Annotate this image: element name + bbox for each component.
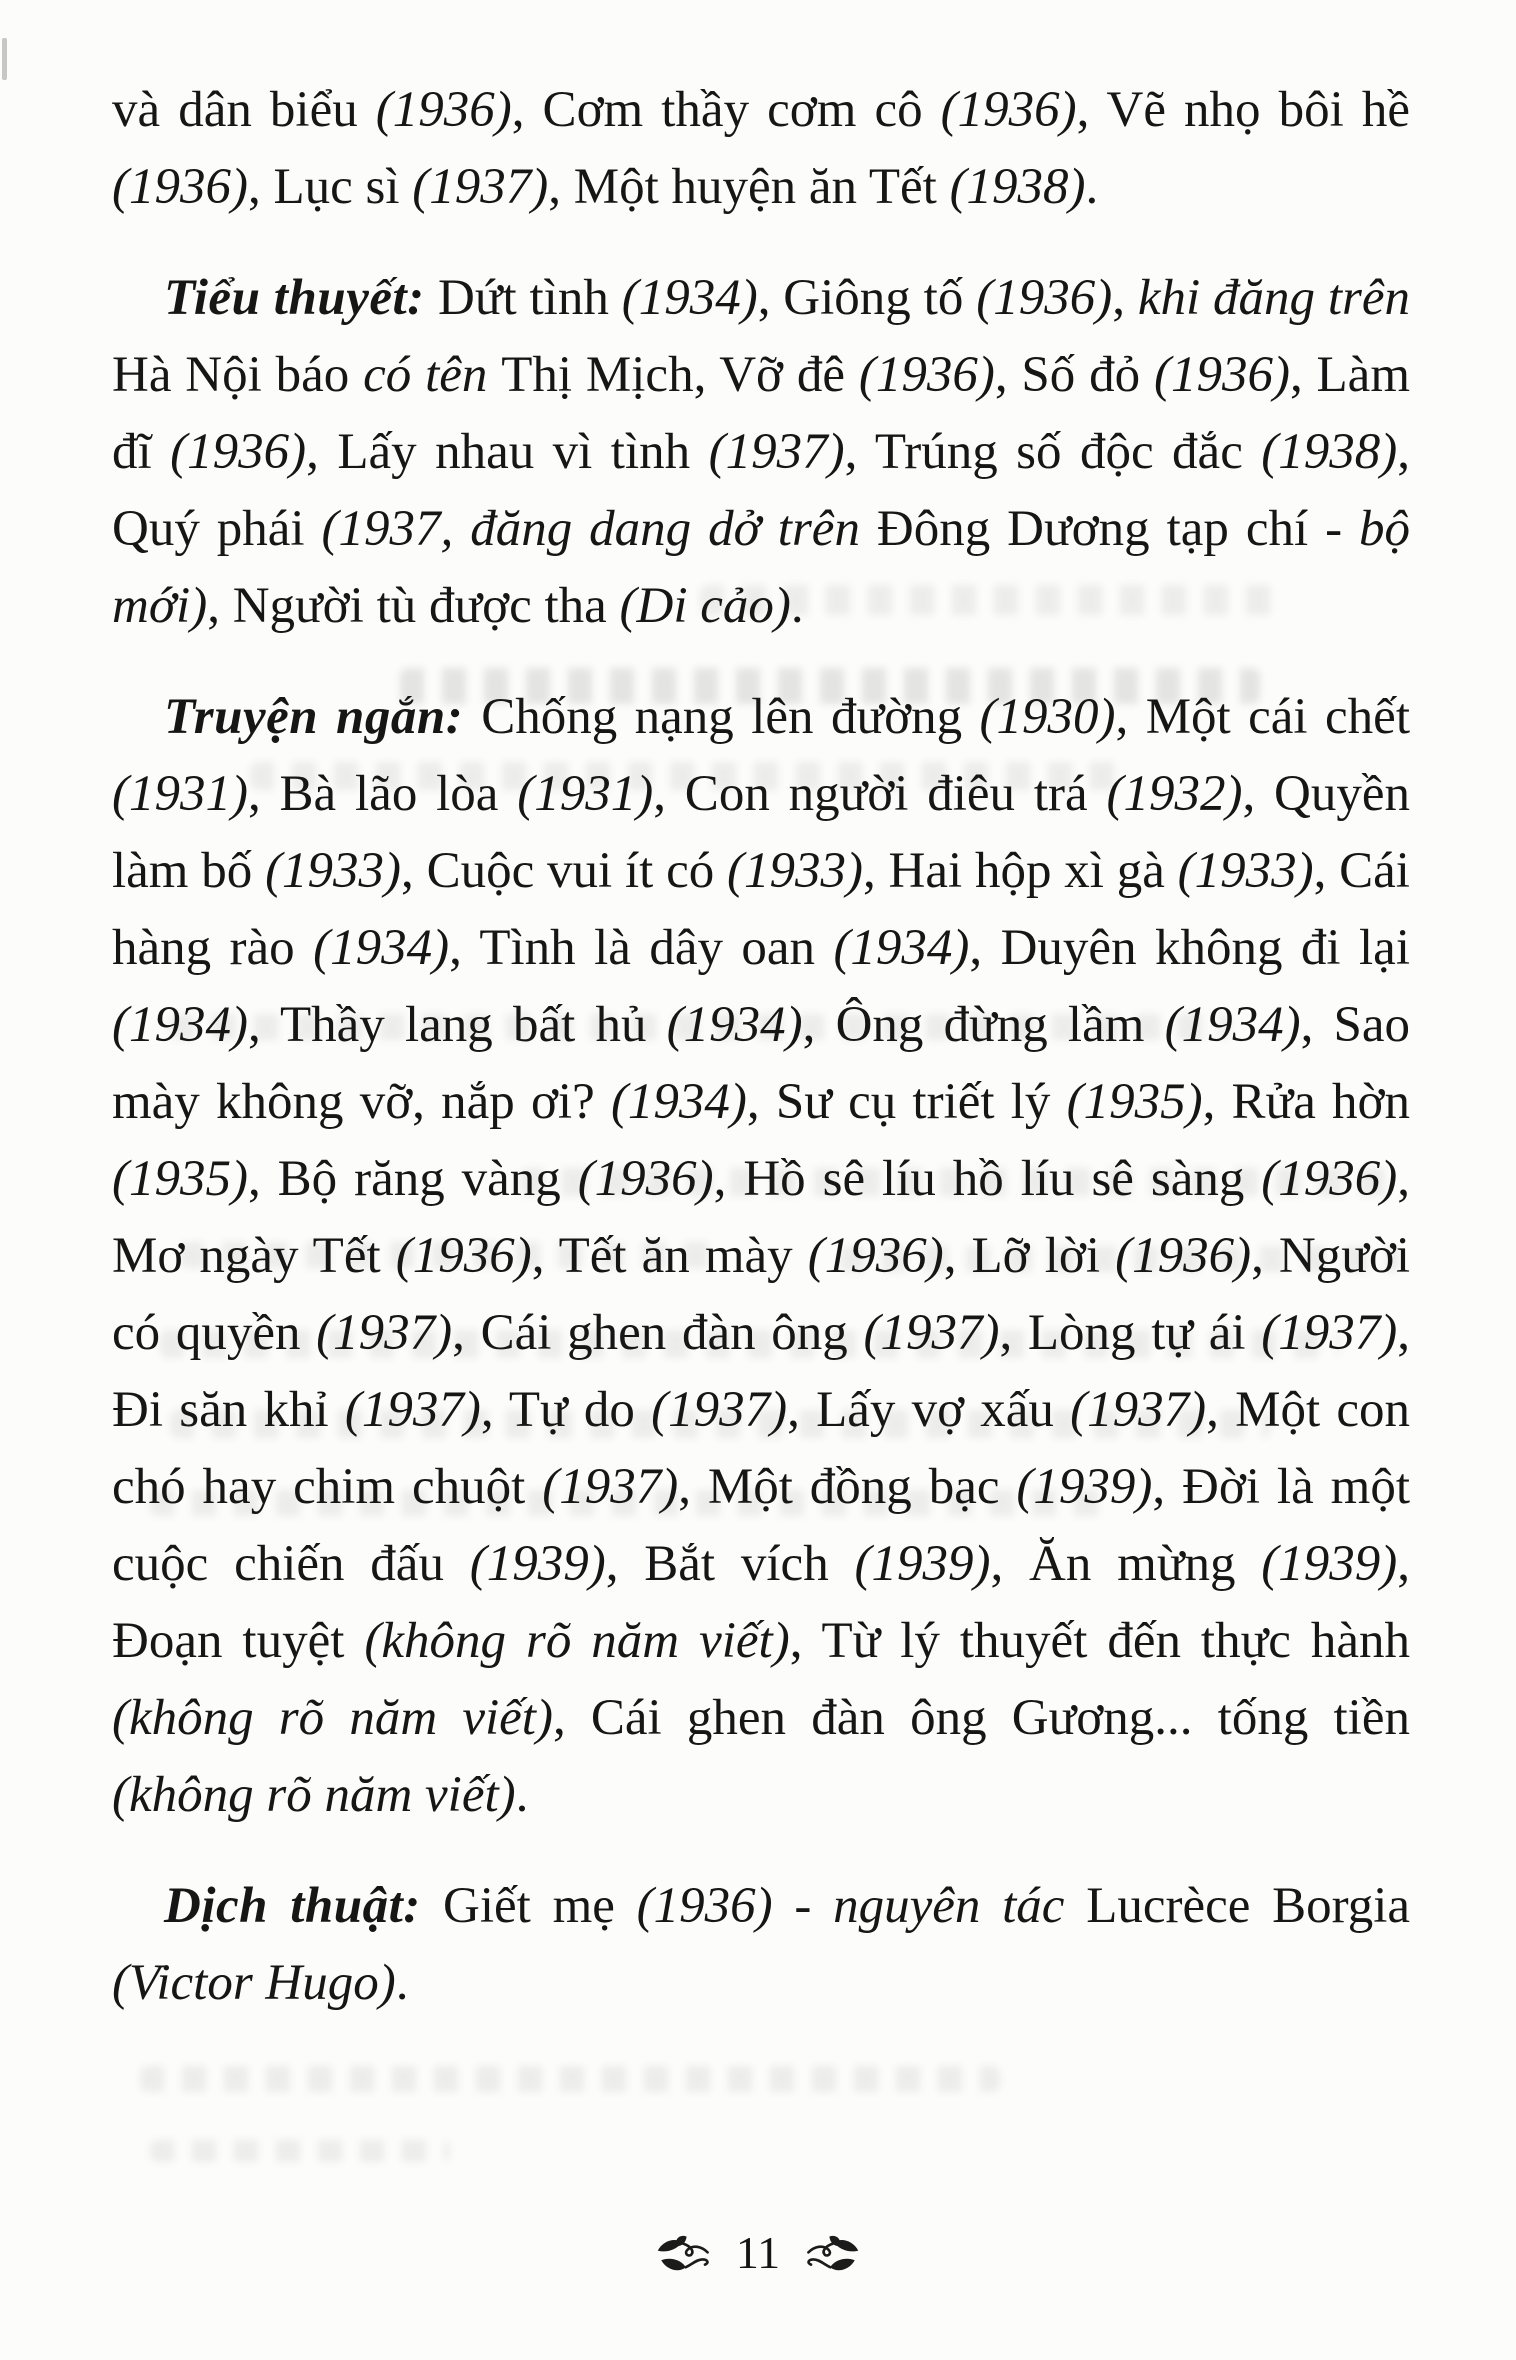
text-segment: (1930) bbox=[979, 689, 1116, 745]
text-segment: (1936) bbox=[112, 159, 248, 215]
text-segment: . bbox=[790, 578, 804, 634]
text-segment: , Tự do bbox=[480, 1382, 652, 1438]
text-segment: , Từ lý thuyết đến thực hành bbox=[789, 1613, 1410, 1669]
paragraph-novels bbox=[112, 260, 1410, 645]
text-segment: khi đăng trên bbox=[1137, 270, 1411, 326]
text-segment: , Ăn mừng bbox=[990, 1536, 1262, 1592]
text-segment: , Sao mày không vỡ, nắp ơi? bbox=[112, 997, 1411, 1130]
text-segment: , Mơ ngày Tết bbox=[112, 1151, 1410, 1284]
section-heading: Truyện ngắn: bbox=[164, 689, 482, 745]
text-segment: (1933) bbox=[727, 843, 863, 899]
text-segment: (1937) bbox=[344, 1382, 481, 1438]
text-segment: , Người tù được tha bbox=[207, 578, 620, 634]
text-segment: (1936) bbox=[375, 82, 512, 138]
text-segment: (1938) bbox=[949, 159, 1086, 215]
text-segment: (1939) bbox=[469, 1536, 606, 1592]
text-segment: (1939) bbox=[1261, 1536, 1398, 1592]
text-segment: (1937) bbox=[708, 424, 845, 480]
text-segment: , Sư cụ triết lý bbox=[746, 1074, 1067, 1130]
text-segment: , Lỡ lời bbox=[943, 1228, 1116, 1284]
text-segment: (1931) bbox=[517, 766, 654, 822]
fleuron-left-icon bbox=[656, 2233, 712, 2277]
text-segment: Dứt tình bbox=[438, 270, 622, 326]
text-segment: (1936) bbox=[1153, 347, 1290, 403]
text-segment: , Lục sì bbox=[247, 159, 413, 215]
text-segment: , Giông tố bbox=[757, 270, 977, 326]
text-segment: (1937) bbox=[1261, 1305, 1398, 1361]
paragraph-translations bbox=[112, 1868, 1410, 2022]
text-segment: (1936) bbox=[976, 270, 1113, 326]
text-segment: (1934) bbox=[833, 920, 970, 976]
text-segment: , Con người điêu trá bbox=[653, 766, 1107, 822]
text-segment: (1935) bbox=[1066, 1074, 1203, 1130]
text-segment: Hà Nội báo bbox=[112, 347, 364, 403]
text-segment: , Quý phái bbox=[112, 424, 1411, 557]
text-segment: (1939) bbox=[854, 1536, 991, 1592]
showthrough-smudge bbox=[140, 2066, 1000, 2092]
text-segment: , Làm đĩ bbox=[112, 347, 1410, 480]
text-segment: , Tết ăn mày bbox=[531, 1228, 808, 1284]
text-segment: , Một cái chết bbox=[1115, 689, 1410, 745]
text-segment: , Cái ghen đàn ông Gương... tống tiền bbox=[552, 1690, 1410, 1746]
paragraph-short-stories bbox=[112, 679, 1410, 1834]
text-segment: (1936) bbox=[858, 347, 995, 403]
text-segment: (1937) bbox=[316, 1305, 453, 1361]
paragraph-reportage-works-continued bbox=[112, 72, 1410, 226]
text-segment: . bbox=[1085, 159, 1099, 215]
text-segment: (1935) bbox=[112, 1151, 248, 1207]
text-segment: , Ông đừng lầm bbox=[802, 997, 1165, 1053]
text-segment: , Đời là một cuộc chiến đấu bbox=[112, 1459, 1410, 1592]
text-segment: Lucrèce Borgia bbox=[1086, 1878, 1410, 1934]
text-segment: (1936) bbox=[395, 1228, 532, 1284]
text-segment: , Bắt vích bbox=[605, 1536, 855, 1592]
text-segment: , Quyền làm bố bbox=[112, 766, 1410, 899]
text-segment: , Lấy nhau vì tình bbox=[306, 424, 709, 480]
page-number: 11 bbox=[735, 2227, 781, 2278]
section-heading: Dịch thuật: bbox=[164, 1878, 444, 1934]
text-segment: , bbox=[1112, 270, 1138, 326]
text-segment: (1936) bbox=[170, 424, 307, 480]
fleuron-right-icon bbox=[804, 2233, 860, 2277]
text-segment: (1937) bbox=[542, 1459, 679, 1515]
text-segment: (1936) bbox=[577, 1151, 714, 1207]
text-segment: , Duyên không đi lại bbox=[969, 920, 1410, 976]
text-segment: , Một huyện ăn Tết bbox=[548, 159, 950, 215]
text-segment: (1934) bbox=[666, 997, 803, 1053]
text-segment: . bbox=[395, 1955, 409, 2011]
text-segment: và dân biểu bbox=[112, 82, 376, 138]
text-segment: , Trúng số độc đắc bbox=[844, 424, 1262, 480]
text-segment: , Một con chó hay chim chuột bbox=[112, 1382, 1410, 1515]
text-segment: (1933) bbox=[1177, 843, 1314, 899]
text-segment: , Người có quyền bbox=[112, 1228, 1410, 1361]
text-segment: , Cái ghen đàn ông bbox=[452, 1305, 864, 1361]
text-segment: (1937) bbox=[412, 159, 549, 215]
text-segment: (không rõ năm viết) bbox=[112, 1767, 516, 1823]
text-segment: (1937, đăng dang dở trên bbox=[321, 501, 877, 557]
text-segment: , Vẽ nhọ bôi hề bbox=[1076, 82, 1410, 138]
text-segment: bộ mới) bbox=[112, 501, 1411, 634]
text-segment: Chống nạng lên đường bbox=[481, 689, 980, 745]
text-segment: , Bộ răng vàng bbox=[247, 1151, 578, 1207]
text-segment: (1934) bbox=[621, 270, 758, 326]
text-segment: (1931) bbox=[112, 766, 248, 822]
text-segment: (1936) bbox=[1115, 1228, 1252, 1284]
text-segment: , Một đồng bạc bbox=[678, 1459, 1017, 1515]
text-segment: , Hai hộp xì gà bbox=[863, 843, 1178, 899]
text-segment: , Thầy lang bất hủ bbox=[247, 997, 667, 1053]
text-segment: (1934) bbox=[1164, 997, 1301, 1053]
text-segment: nguyên tác bbox=[833, 1878, 1087, 1934]
text-segment: , Đoạn tuyệt bbox=[112, 1536, 1410, 1669]
text-segment: Giết mẹ bbox=[443, 1878, 637, 1934]
text-segment: (1936) bbox=[636, 1878, 773, 1934]
text-segment: (1937) bbox=[863, 1305, 1000, 1361]
text-segment: (1937) bbox=[651, 1382, 788, 1438]
page-footer bbox=[0, 2227, 1516, 2278]
text-segment: , Số đỏ bbox=[994, 347, 1154, 403]
text-segment: (1936) bbox=[940, 82, 1077, 138]
text-segment: (1937) bbox=[1070, 1382, 1207, 1438]
text-segment: (1934) bbox=[313, 920, 450, 976]
text-segment: - bbox=[772, 1878, 834, 1934]
text-segment: (1934) bbox=[112, 997, 248, 1053]
text-segment: , Bà lão lòa bbox=[247, 766, 518, 822]
text-segment: (1936) bbox=[807, 1228, 944, 1284]
text-segment: , Tình là dây oan bbox=[449, 920, 834, 976]
text-segment: , Lấy vợ xấu bbox=[787, 1382, 1071, 1438]
text-segment: Đông Dương tạp chí - bbox=[876, 501, 1360, 557]
text-segment: (1939) bbox=[1016, 1459, 1153, 1515]
text-segment: (Victor Hugo) bbox=[112, 1955, 396, 2011]
text-segment: (1932) bbox=[1106, 766, 1243, 822]
text-segment: (1938) bbox=[1261, 424, 1398, 480]
text-segment: (1934) bbox=[610, 1074, 747, 1130]
text-segment: (1936) bbox=[1261, 1151, 1398, 1207]
text-segment: , Đi săn khỉ bbox=[112, 1305, 1410, 1438]
text-segment: (Di cảo) bbox=[619, 578, 791, 634]
text-segment: (không rõ năm viết) bbox=[112, 1690, 553, 1746]
section-heading: Tiểu thuyết: bbox=[164, 270, 438, 326]
text-segment: (không rõ năm viết) bbox=[364, 1613, 790, 1669]
text-segment: , Cuộc vui ít có bbox=[401, 843, 728, 899]
text-segment: Thị Mịch, Vỡ đê bbox=[501, 347, 859, 403]
showthrough-smudge bbox=[150, 2140, 450, 2162]
text-segment: , Cơm thầy cơm cô bbox=[511, 82, 941, 138]
scan-artifact bbox=[2, 38, 7, 80]
text-segment: , Hồ sê líu hồ líu sê sàng bbox=[713, 1151, 1262, 1207]
text-segment: (1933) bbox=[265, 843, 402, 899]
text-segment: , Lòng tự ái bbox=[999, 1305, 1262, 1361]
text-segment: , Cái hàng rào bbox=[112, 843, 1410, 976]
text-segment: , Rửa hờn bbox=[1202, 1074, 1411, 1130]
text-segment: . bbox=[515, 1767, 529, 1823]
page-body bbox=[112, 72, 1410, 2056]
text-segment: có tên bbox=[363, 347, 502, 403]
